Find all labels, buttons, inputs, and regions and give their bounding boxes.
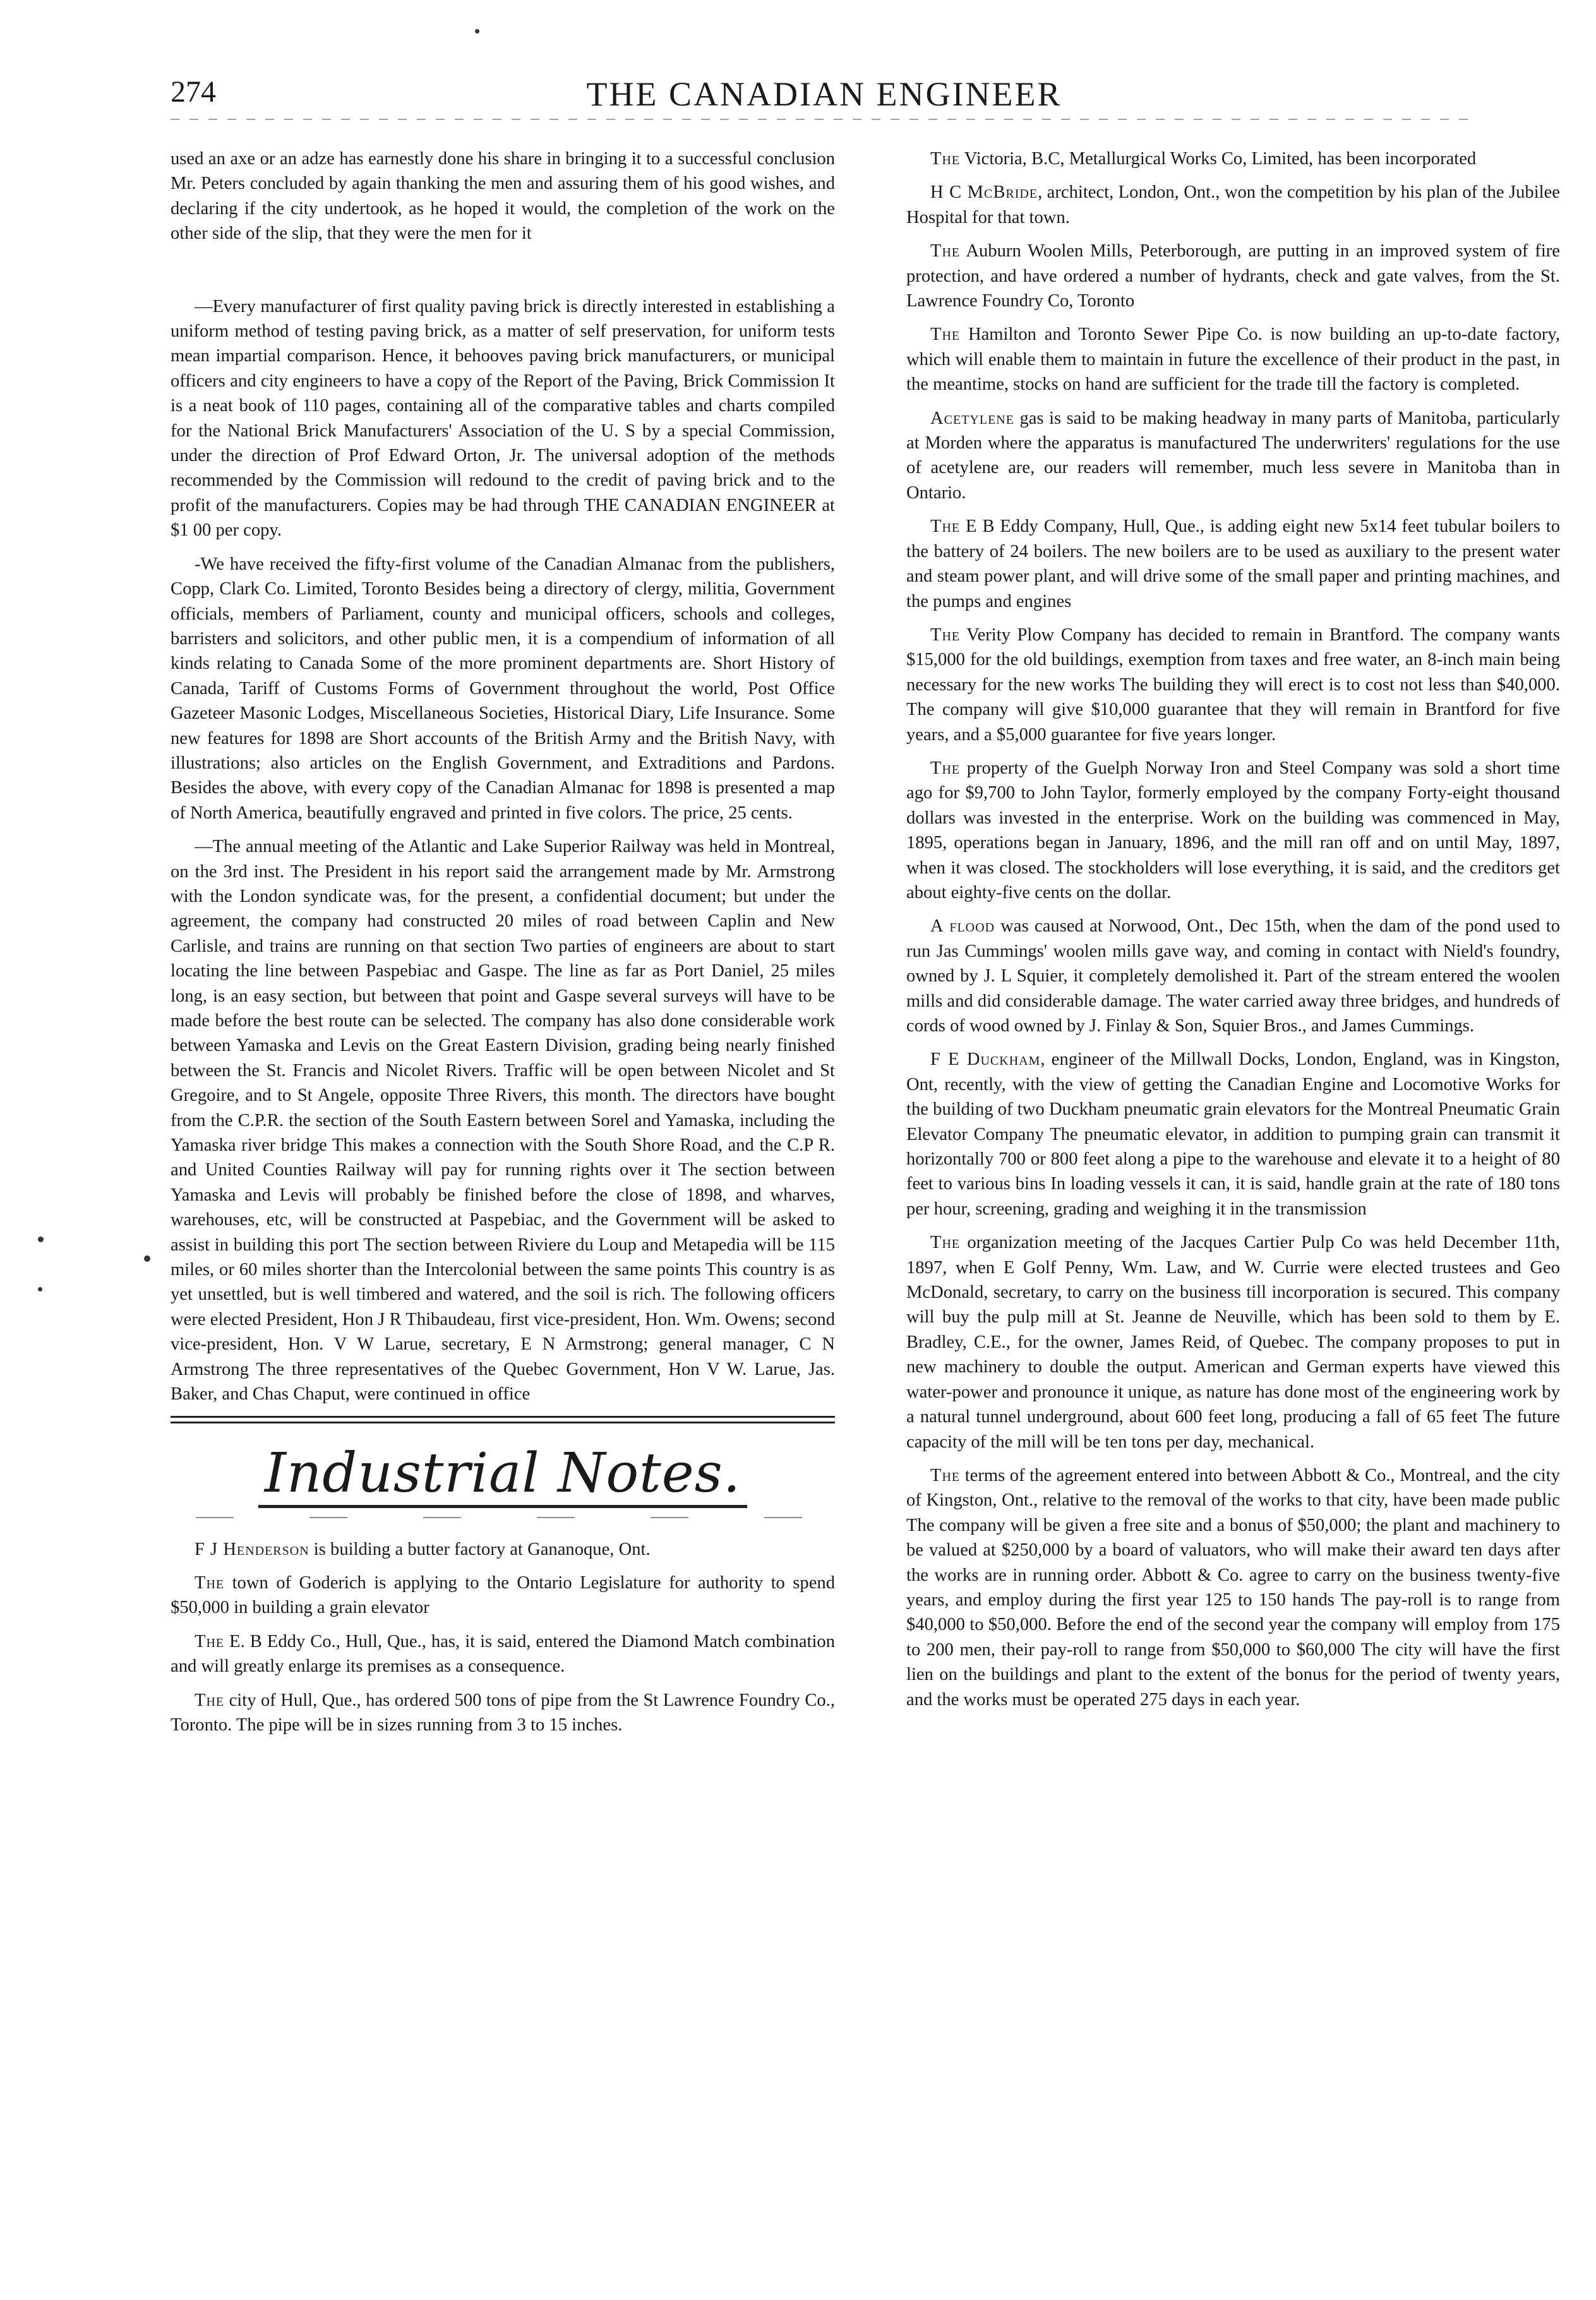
- note-text: Verity Plow Company has decided to remain in Brantford. The company wants $15,000 for the old buildings, exemption from taxes and free water, an 8-inch main being necessary for the new works The building they will erect is to cost not less than $40,000. The company will give $10,000 guarantee that they will remain in Brantford for five years, and a $5,000 guarantee for five years longer.: [906, 625, 1560, 745]
- page-header: [171, 75, 1478, 119]
- note-lead: The: [930, 517, 961, 537]
- print-speck: [144, 1255, 150, 1262]
- heading-rule: [196, 1517, 810, 1518]
- note-text: , architect, London, Ont., won the competition by his plan of the Jubilee Hospital for that town.: [906, 183, 1561, 227]
- note-item: [906, 914, 1560, 1038]
- note-lead: Acetylene: [930, 408, 1014, 428]
- note-text: terms of the agreement entered into between Abbott & Co., Montreal, and the city of Kingston, Ont., relative to the removal of the works to that city, have been made public The company will be given a free site and a bonus of $50,000; the plant and machinery to be valued at $250,000 by a board of valuators, who will make their award ten days after the works are in running order. Abbott & Co. agree to carry on the business twenty-five years, and employ during the first year 125 to 150 hands The pay-roll is to range from $40,000 to $50,000. Before the end of the second year the company will employ from 175 to 200 men, their pay-roll to range from $50,000 to $60,000 The city will have the first lien on the buildings and plant to the extent of the bonus for the period of twenty years, and the works must be operated 275 days in each year.: [906, 1465, 1560, 1710]
- note-item: [906, 514, 1560, 614]
- note-lead: The: [195, 1572, 225, 1593]
- note-text: Auburn Woolen Mills, Peterborough, are putting in an improved system of fire protection, and have ordered a number of hydrants, check and gate valves, from the St. Lawrence Foundry Co, Toronto: [906, 241, 1560, 311]
- note-item: [906, 147, 1560, 171]
- section-divider: [171, 1416, 835, 1423]
- note-text: Victoria, B.C, Metallurgical Works Co, Limited, has been incorporated: [960, 149, 1477, 169]
- note-lead: The: [930, 1465, 961, 1485]
- note-item: [906, 1230, 1560, 1454]
- note-text: city of Hull, Que., has ordered 500 tons of pipe from the St Lawrence Foundry Co., Toronto. The pipe will be in sizes running from 3 to 15 inches.: [171, 1690, 835, 1735]
- note-lead: The: [930, 325, 961, 345]
- note-text: Hamilton and Toronto Sewer Pipe Co. is now building an up-to-date factory, which will enable them to maintain in future the excellence of their product in the past, in the meantime, stocks on hand are sufficient for the trade till the factory is completed.: [906, 325, 1560, 395]
- note-text: gas is said to be making headway in many parts of Manitoba, particularly at Morden where the apparatus is manufactured The underwriters' regulations for the use of acetylene are, our readers will remember, much less severe in Manitoba than in Ontario.: [906, 408, 1560, 503]
- note-item: [906, 239, 1560, 313]
- note-lead: The: [930, 625, 961, 645]
- note-item: [906, 1463, 1560, 1712]
- note-lead: The: [930, 758, 961, 778]
- print-speck: [38, 1287, 42, 1291]
- note-text: organization meeting of the Jacques Cartier Pulp Co was held December 11th, 1897, when E Golf Penny, Wm. Law, and W. Currie were elected trustees and Geo McDonald, secretary, to carry on the business till incorporation is secured. This company will buy the pulp mill at St. Jeanne de Neuville, which has been sold to them by E. Bradley, C.E., for the owner, James Reid, of Quebec. The company proposes to put in new machinery to double the output. American and German experts have viewed this water-power and pronounce it unique, as nature has done most of the engineering work by a natural tunnel underground, about 600 feet long, producing a fall of 65 feet The future capacity of the mill will be ten tons per day, mechanical.: [906, 1233, 1560, 1452]
- header-rule: [171, 119, 1478, 120]
- left-column: [171, 147, 835, 1746]
- note-text: E B Eddy Company, Hull, Que., is adding eight new 5x14 feet tubular boilers to the battery of 24 boilers. The new boilers are to be used as auxiliary to the present water and steam power plant, and will drive some of the small paper and printing machines, and the pumps and engines: [906, 517, 1560, 611]
- section-heading-text: Industrial Notes.: [258, 1442, 747, 1508]
- note-item: [906, 406, 1560, 506]
- note-item: [171, 1537, 835, 1562]
- note-item: [171, 1571, 835, 1620]
- note-lead: The: [930, 241, 961, 261]
- note-lead: F J Henderson: [195, 1539, 309, 1559]
- print-speck: [475, 29, 479, 33]
- note-text: town of Goderich is applying to the Ontario Legislature for authority to spend $50,000 in building a grain elevator: [171, 1572, 835, 1618]
- note-item: [171, 1688, 835, 1738]
- note-item: [906, 623, 1560, 747]
- article-paragraph: —Every manufacturer of first quality paving brick is directly interested in establishing a uniform method of testing paving brick, as a matter of self preservation, for uniform tests mean impartial comparison. Hence, it behooves paving brick manufacturers, or municipal officers and city engineers to have a copy of the Report of the Paving, Brick Commission It is a neat book of 110 pages, containing all of the comparative tables and charts compiled for the National Brick Manufacturers' Association of the U. S by a special Commission, under the direction of Prof Edward Orton, Jr. The universal adoption of the methods recommended by the Commission will redound to the credit of paving brick and to the profit of the manufacturers. Copies may be had through THE CANADIAN ENGINEER at $1 00 per copy.: [171, 296, 835, 541]
- print-speck: [38, 1237, 44, 1242]
- note-text: E. B Eddy Co., Hull, Que., has, it is said, entered the Diamond Match combination and will greatly enlarge its premises as a consequence.: [171, 1631, 835, 1677]
- note-lead: F E Duckham: [930, 1050, 1041, 1070]
- note-lead: H C McBride: [930, 183, 1038, 203]
- note-item: [906, 1047, 1560, 1221]
- note-item: [906, 180, 1560, 230]
- note-lead: The: [195, 1631, 225, 1651]
- note-lead: The: [195, 1690, 225, 1710]
- note-lead: A flood: [930, 916, 995, 937]
- note-lead: The: [930, 1233, 961, 1253]
- article-paragraph: used an axe or an adze has earnestly done his share in bringing it to a successful conclusion Mr. Peters concluded by again thanking the men and assuring them of his good wishes, and declaring if the city undertook, as he hoped it would, the completion of the work on the other side of the slip, that they were the men for it: [171, 149, 835, 244]
- note-lead: The: [930, 149, 961, 169]
- section-heading: [171, 1439, 835, 1508]
- journal-title: THE CANADIAN ENGINEER: [586, 75, 1062, 113]
- page-number: 274: [171, 75, 216, 109]
- article-paragraph: —The annual meeting of the Atlantic and Lake Superior Railway was held in Montreal, on the 3rd inst. The President in his report said the arrangement made by Mr. Armstrong with the London syndicate was, for the present, a confidential document; but under the agreement, the company had constructed 20 miles of road between Caplin and New Carlisle, and trains are running on that section Two parties of engineers are about to start locating the line between Paspebiac and Gaspe. The line as far as Port Daniel, 25 miles long, is an easy section, but between that point and Gaspe several surveys will have to be made before the best route can be selected. The company has also done considerable work between Yamaska and Levis on the Great Eastern Division, grading being nearly finished between the St. Francis and Nicolet Rivers. Traffic will be open between Nicolet and St Gregoire, and to St Angele, opposite Three Rivers, this month. The directors have bought from the C.P.R. the section of the South Eastern between Sorel and Yamaska, including the Yamaska river bridge This makes a connection with the South Shore Road, and the C.P R. and United Counties Railway will pay for running rights over it The section between Yamaska and Levis will probably be finished before the close of 1898, and wharves, warehouses, etc, will be constructed at Paspebiac, and the Government will be asked to assist in building this port The section between Riviere du Loup and Metapedia will be 115 miles, or 60 miles shorter than the Intercolonial between the same points This country is as yet unsettled, but is well timbered and watered, and the soil is rich. The following officers were elected President, Hon J R Thibaudeau, first vice-president, Hon. Wm. Owens; second vice-president, Hon. V W Larue, secretary, E N Armstrong; general manager, C N Armstrong The three representatives of the Quebec Government, Hon V W. Larue, Jas. Baker, and Chas Chaput, were continued in office: [171, 837, 835, 1405]
- note-item: [906, 756, 1560, 905]
- note-text: is building a butter factory at Gananoque, Ont.: [309, 1539, 651, 1559]
- note-item: [171, 1629, 835, 1679]
- note-text: was caused at Norwood, Ont., Dec 15th, when the dam of the pond used to run Jas Cummings' woolen mills gave way, and coming in contact with Nield's foundry, owned by J. L Squier, it completely demolished it. Part of the stream entered the woolen mills and did considerable damage. The water carried away three bridges, and hundreds of cords of wood owned by J. Finlay & Son, Squier Bros., and James Cummings.: [906, 916, 1560, 1036]
- note-text: , engineer of the Millwall Docks, London, England, was in Kingston, Ont, recently, with the view of getting the Canadian Engine and Locomotive Works for the building of two Duckham pneumatic grain elevators for the Montreal Pneumatic Grain Elevator Company The pneumatic elevator, in addition to pumping grain can transmit it horizontally 700 or 800 feet along a pipe to the warehouse and elevate it to a height of 80 feet to various bins In loading vessels it can, it is said, handle grain at the rate of 180 tons per hour, screening, grading and weighing it in the transmission: [906, 1050, 1560, 1219]
- right-column: [906, 147, 1560, 1721]
- article-paragraph: -We have received the fifty-first volume of the Canadian Almanac from the publishers, Copp, Clark Co. Limited, Toronto Besides being a directory of clergy, militia, Government officials, members of Parliament, county and municipal officers, schools and colleges, barristers and solicitors, and other public men, it is a compendium of information of all kinds relating to Canada Some of the more prominent departments are. Short History of Canada, Tariff of Customs Forms of Government throughout the world, Post Office Gazeteer Masonic Lodges, Miscellaneous Societies, Historical Diary, Life Insurance. Some new features for 1898 are Short accounts of the British Army and the British Navy, with illustrations; also articles on the English Government, and Extraditions and Pardons. Besides the above, with every copy of the Canadian Almanac for 1898 is presented a map of North America, beautifully engraved and printed in five colors. The price, 25 cents.: [171, 554, 835, 823]
- paragraph-gap: [171, 255, 835, 294]
- note-item: [906, 322, 1560, 397]
- note-text: property of the Guelph Norway Iron and Steel Company was sold a short time ago for $9,700 to John Taylor, formerly employed by the company Forty-eight thousand dollars was invested in the enterprise. Work on the building was commenced in May, 1895, operations began in January, 1896, and the mill ran off and on until May, 1897, when it was closed. The stockholders will lose everything, it is said, and the creditors get about eighty-five cents on the dollar.: [906, 758, 1560, 902]
